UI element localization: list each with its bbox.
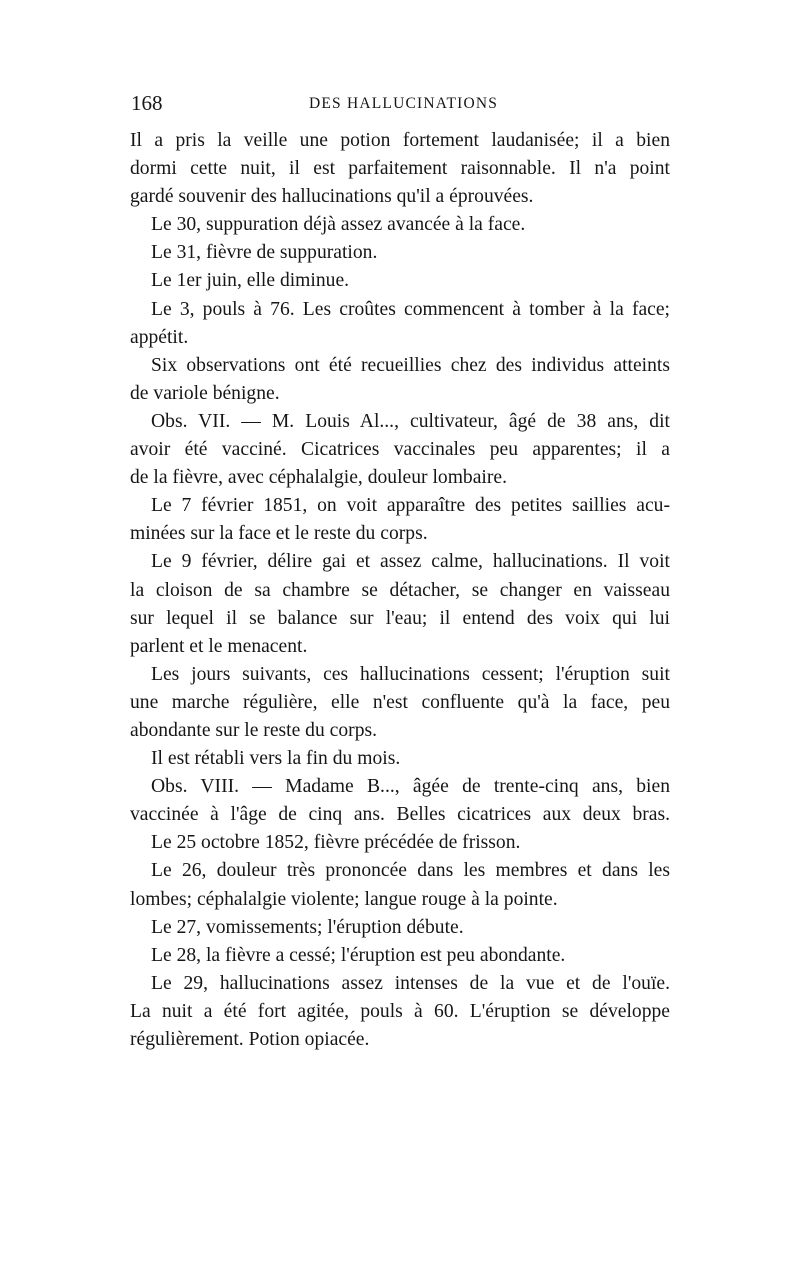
text-line: minées sur la face et le reste du corps. [130, 523, 428, 545]
text-line: Le 28, la fièvre a cessé; l'éruption est peu abondante. [151, 944, 566, 966]
text-line: Obs. VIII. — Madame B..., âgée de trente-cinq ans, bien [151, 776, 670, 798]
text-line: Le 9 février, délire gai et assez calme, hallucinations. Il voit [151, 551, 670, 573]
text-line: Le 29, hallucinations assez intenses de la vue et de l'ouïe. [151, 972, 670, 994]
text-line: La nuit a été fort agitée, pouls à 60. L'éruption se développe [130, 1000, 670, 1022]
text-line: sur lequel il se balance sur l'eau; il entend des voix qui lui [130, 607, 670, 629]
text-line: Il a pris la veille une potion fortement laudanisée; il a bien [130, 130, 670, 151]
text-line: parlent et le menacent. [130, 635, 308, 657]
text-line: Le 31, fièvre de suppuration. [151, 242, 378, 264]
page-number: 168 [131, 91, 163, 115]
text-line: gardé souvenir des hallucinations qu'il a éprouvées. [130, 186, 534, 208]
text-line: lombes; céphalalgie violente; langue rouge à la pointe. [130, 888, 558, 910]
text-line: Le 1er juin, elle diminue. [151, 270, 350, 292]
text-line: Le 25 octobre 1852, fièvre précédée de frisson. [151, 832, 521, 854]
body-text [130, 127, 670, 1054]
text-line: appétit. [130, 326, 189, 348]
text-line: vaccinée à l'âge de cinq ans. Belles cicatrices aux deux bras. [130, 804, 670, 826]
text-line: Obs. VII. — M. Louis Al..., cultivateur, âgé de 38 ans, dit [151, 410, 670, 432]
text-line: Le 7 février 1851, on voit apparaître des petites saillies acu- [151, 495, 670, 517]
text-line: régulièrement. Potion opiacée. [130, 1029, 370, 1050]
text-line: Le 26, douleur très prononcée dans les membres et dans les [151, 860, 670, 882]
text-line: Six observations ont été recueillies chez des individus atteints [151, 354, 670, 376]
text-line: Le 27, vomissements; l'éruption débute. [151, 916, 464, 938]
running-title: DES HALLUCINATIONS [309, 95, 499, 112]
text-line: de la fièvre, avec céphalalgie, douleur lombaire. [130, 467, 507, 489]
running-head [131, 88, 673, 118]
text-line: abondante sur le reste du corps. [130, 719, 378, 741]
text-line: de variole bénigne. [130, 382, 280, 404]
text-line: Le 30, suppuration déjà assez avancée à la face. [151, 214, 526, 236]
text-line: Les jours suivants, ces hallucinations cessent; l'éruption suit [151, 663, 670, 685]
text-line: Le 3, pouls à 76. Les croûtes commencent à tomber à la face; [151, 298, 670, 320]
text-line: Il est rétabli vers la fin du mois. [151, 748, 401, 770]
text-line: avoir été vacciné. Cicatrices vaccinales peu apparentes; il a [130, 439, 670, 461]
text-line: dormi cette nuit, il est parfaitement raisonnable. Il n'a point [130, 158, 670, 180]
text-line: une marche régulière, elle n'est confluente qu'à la face, peu [130, 691, 670, 713]
text-line: la cloison de sa chambre se détacher, se changer en vaisseau [130, 579, 670, 601]
